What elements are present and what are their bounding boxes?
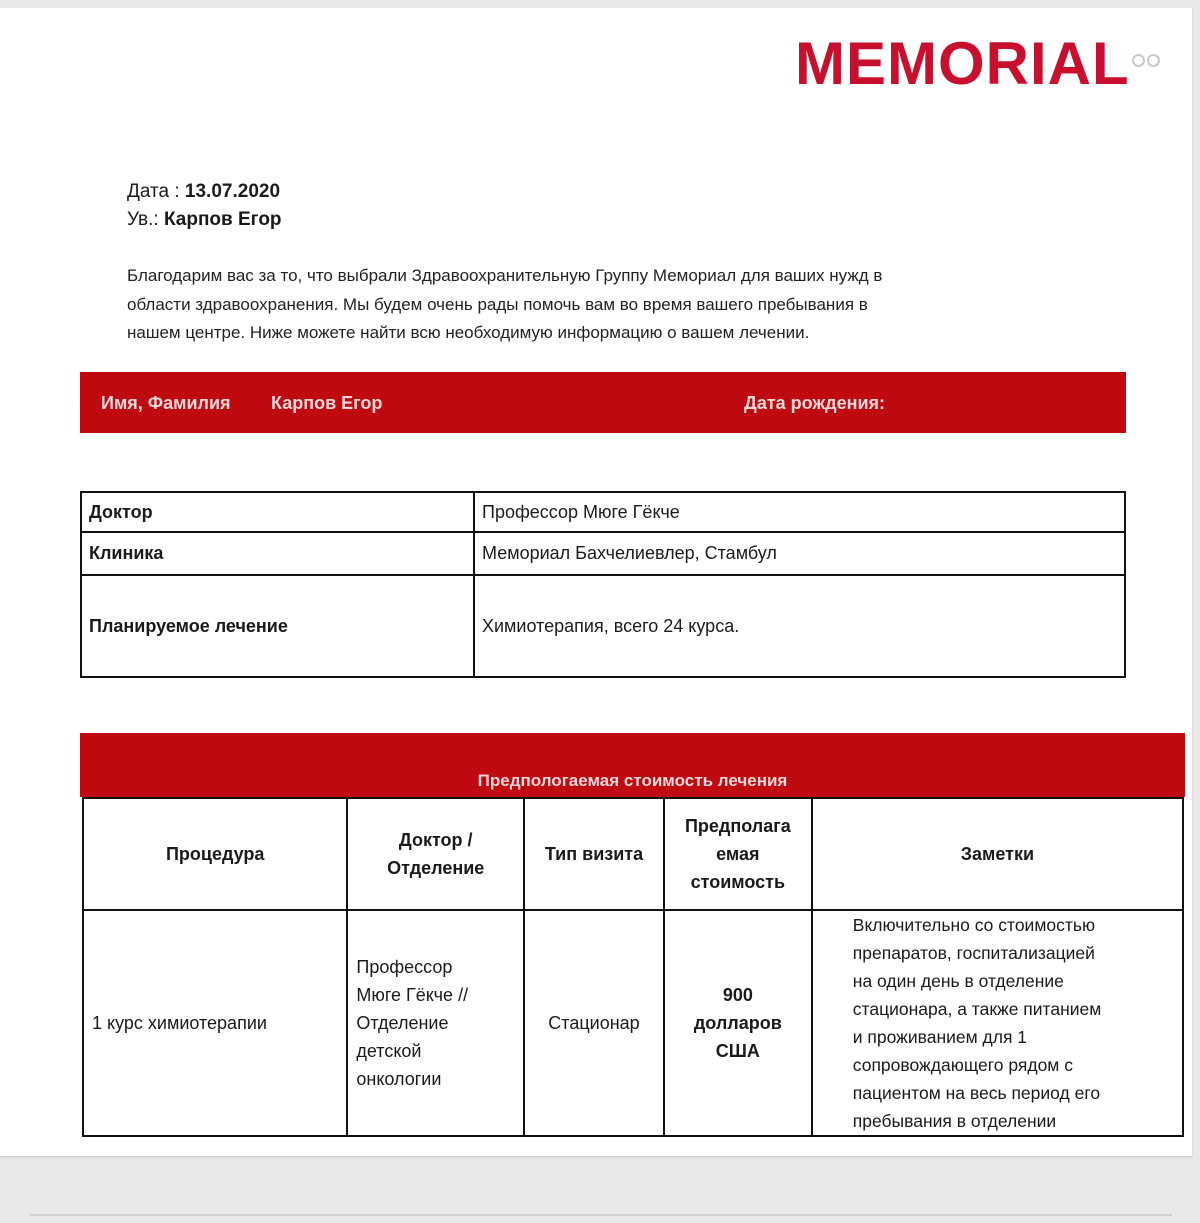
intro-line: нашем центре. Ниже можете найти всю необходимую информацию о вашем лечении. bbox=[127, 323, 810, 342]
table-row bbox=[83, 910, 1183, 1136]
cost-table bbox=[82, 797, 1184, 1137]
cost-section bbox=[80, 733, 1185, 1135]
date-label: Дата : bbox=[127, 181, 180, 202]
header-procedure: Процедура bbox=[83, 798, 347, 910]
cell-doctor-line: Мюге Гёкче // bbox=[356, 985, 469, 1005]
logo-dots-icon bbox=[1132, 54, 1160, 67]
addressee-value: Карпов Егор bbox=[163, 209, 282, 230]
treatment-info-table bbox=[80, 491, 1126, 678]
cost-title: Предпологаемая стоимость лечения bbox=[477, 771, 788, 790]
cell-notes-line: сопровождающего рядом с bbox=[852, 1055, 1073, 1075]
info-key-clinic: Клиника bbox=[81, 532, 474, 575]
cell-doctor-line: детской bbox=[356, 1041, 422, 1061]
cell-notes-line: и проживанием для 1 bbox=[852, 1027, 1028, 1047]
date-value: 13.07.2020 bbox=[184, 181, 281, 202]
table-row bbox=[81, 492, 1125, 532]
cell-notes-line: препаратов, госпитализацией bbox=[852, 943, 1095, 963]
cell-cost-line: США bbox=[715, 1041, 760, 1061]
letter-meta bbox=[127, 178, 282, 234]
memorial-logo bbox=[795, 30, 1160, 97]
header-estimate-line: Предполага bbox=[684, 816, 791, 836]
header-doctor-line: Доктор / bbox=[398, 830, 473, 850]
header-doctor bbox=[347, 798, 524, 910]
patient-bar bbox=[80, 372, 1126, 433]
cell-procedure: 1 курс химиотерапии bbox=[83, 910, 347, 1136]
cell-doctor bbox=[347, 910, 524, 1136]
table-row bbox=[81, 532, 1125, 575]
header-visit: Тип визита bbox=[524, 798, 664, 910]
cell-doctor-line: Отделение bbox=[356, 1013, 449, 1033]
info-key-treatment: Планируемое лечение bbox=[81, 575, 474, 677]
intro-paragraph bbox=[127, 262, 1077, 348]
header-estimate-line: стоимость bbox=[690, 872, 786, 892]
cell-visit: Стационар bbox=[524, 910, 664, 1136]
addressee-label: Ув.: bbox=[127, 209, 159, 230]
cell-notes-line: стационара, а также питанием bbox=[852, 999, 1102, 1019]
info-value-doctor: Профессор Мюге Гёкче bbox=[474, 492, 1125, 532]
cell-notes-line: пребывания в отделении bbox=[852, 1111, 1057, 1131]
cell-cost-line: долларов bbox=[693, 1013, 782, 1033]
header-notes: Заметки bbox=[812, 798, 1183, 910]
cell-doctor-line: онкологии bbox=[356, 1069, 442, 1089]
table-row bbox=[81, 575, 1125, 677]
cell-notes-line: пациентом на весь период его bbox=[852, 1083, 1101, 1103]
info-value-treatment: Химиотерапия, всего 24 курса. bbox=[474, 575, 1125, 677]
cost-header-row bbox=[83, 798, 1183, 910]
patient-name-value: Карпов Егор bbox=[271, 393, 383, 413]
date-line bbox=[127, 178, 282, 206]
patient-dob-label: Дата рождения: bbox=[744, 393, 886, 413]
patient-name-label: Имя, Фамилия bbox=[101, 393, 231, 413]
cell-cost-line: 900 bbox=[722, 985, 753, 1005]
cell-notes bbox=[812, 910, 1183, 1136]
cell-cost bbox=[664, 910, 812, 1136]
cell-doctor-line: Профессор bbox=[356, 957, 453, 977]
cell-notes-line: на один день в отделение bbox=[852, 971, 1064, 991]
info-key-doctor: Доктор bbox=[81, 492, 474, 532]
cost-title-bar bbox=[80, 733, 1185, 797]
addressee-line bbox=[127, 206, 282, 234]
logo-text: MEMORIAL bbox=[795, 30, 1130, 97]
cell-notes-line: Включительно со стоимостью bbox=[852, 915, 1096, 935]
intro-line: Благодарим вас за то, что выбрали Здравоохранительную Группу Мемориал для ваших нужд в bbox=[127, 266, 883, 285]
header-estimate bbox=[664, 798, 812, 910]
bottom-divider bbox=[30, 1214, 1172, 1216]
document-page bbox=[0, 8, 1192, 1156]
info-value-clinic: Мемориал Бахчелиевлер, Стамбул bbox=[474, 532, 1125, 575]
intro-line: области здравоохранения. Мы будем очень рады помочь вам во время вашего пребывания в bbox=[127, 294, 868, 314]
header-estimate-line: емая bbox=[716, 844, 760, 864]
header-doctor-line: Отделение bbox=[387, 858, 485, 878]
